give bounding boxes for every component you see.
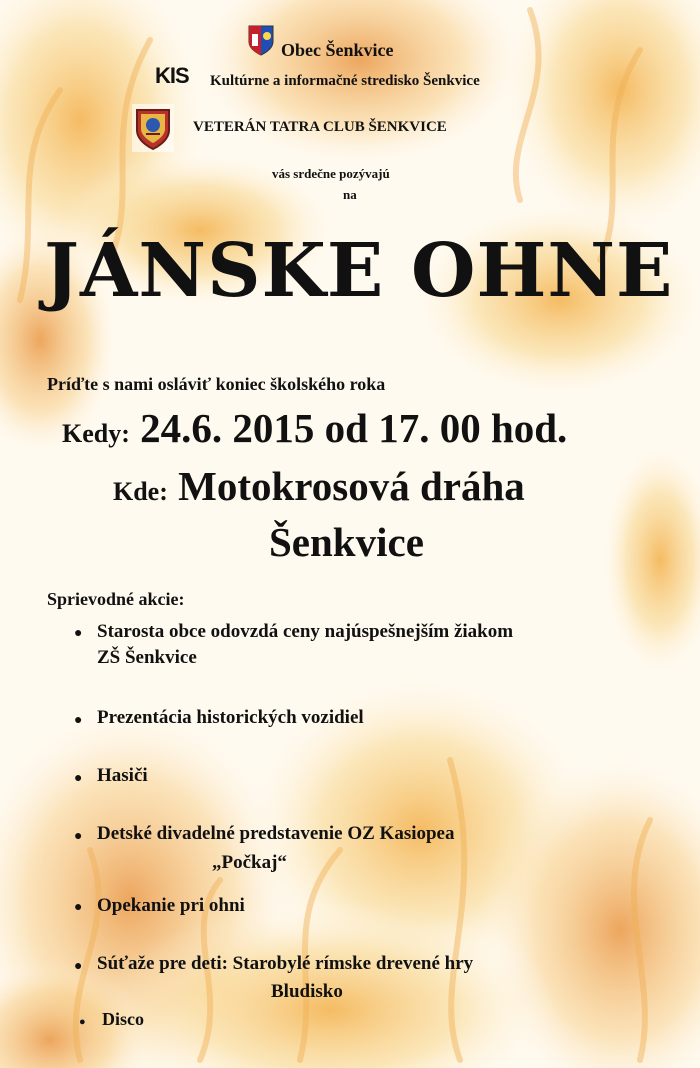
activity-item: Prezentácia historických vozidiel	[97, 707, 364, 728]
cultural-center-name: Kultúrne a informačné stredisko Šenkvice	[210, 73, 480, 89]
bullet-icon: ●	[74, 959, 83, 974]
bullet-icon: ●	[74, 626, 83, 641]
invitation-line-1: vás srdečne pozývajú	[272, 166, 390, 181]
activity-item: Disco	[102, 1009, 144, 1029]
municipality-coat-of-arms-icon	[247, 24, 275, 56]
activity-item: Detské divadelné predstavenie OZ Kasiopea	[97, 823, 455, 844]
event-when	[62, 404, 567, 452]
where-value-line2: Šenkvice	[269, 519, 424, 565]
where-value-line1: Motokrosová dráha	[178, 463, 525, 509]
event-where	[113, 462, 525, 510]
where-label: Kde:	[113, 477, 168, 506]
activities-heading: Sprievodné akcie:	[47, 589, 185, 609]
club-emblem-icon	[132, 104, 174, 152]
club-name: VETERÁN TATRA CLUB ŠENKVICE	[193, 119, 447, 135]
event-title: JÁNSKE OHNE	[44, 228, 674, 314]
bullet-icon: ●	[74, 713, 83, 728]
bullet-icon: ●	[74, 900, 83, 915]
activity-item-continuation: „Počkaj“	[212, 852, 287, 873]
kis-logo: KIS	[155, 63, 189, 88]
invitation-line-2: na	[343, 187, 357, 202]
municipality-name: Obec Šenkvice	[281, 40, 394, 60]
activity-item: Súťaže pre deti: Starobylé rímske drevené hry	[97, 953, 474, 974]
activity-item-continuation: ZŠ Šenkvice	[97, 647, 197, 668]
bullet-icon: ●	[74, 771, 83, 786]
when-label: Kedy:	[62, 419, 130, 448]
activity-item: Opekanie pri ohni	[97, 895, 245, 916]
event-intro: Príďte s nami osláviť koniec školského roka	[47, 374, 386, 394]
when-value: 24.6. 2015 od 17. 00 hod.	[140, 405, 568, 451]
bullet-icon: ●	[74, 829, 83, 844]
activity-item: Hasiči	[97, 765, 148, 786]
activity-item-continuation: Bludisko	[271, 981, 343, 1002]
bullet-icon: ●	[79, 1016, 86, 1028]
activity-item: Starosta obce odovzdá ceny najúspešnejším žiakom	[97, 621, 514, 642]
